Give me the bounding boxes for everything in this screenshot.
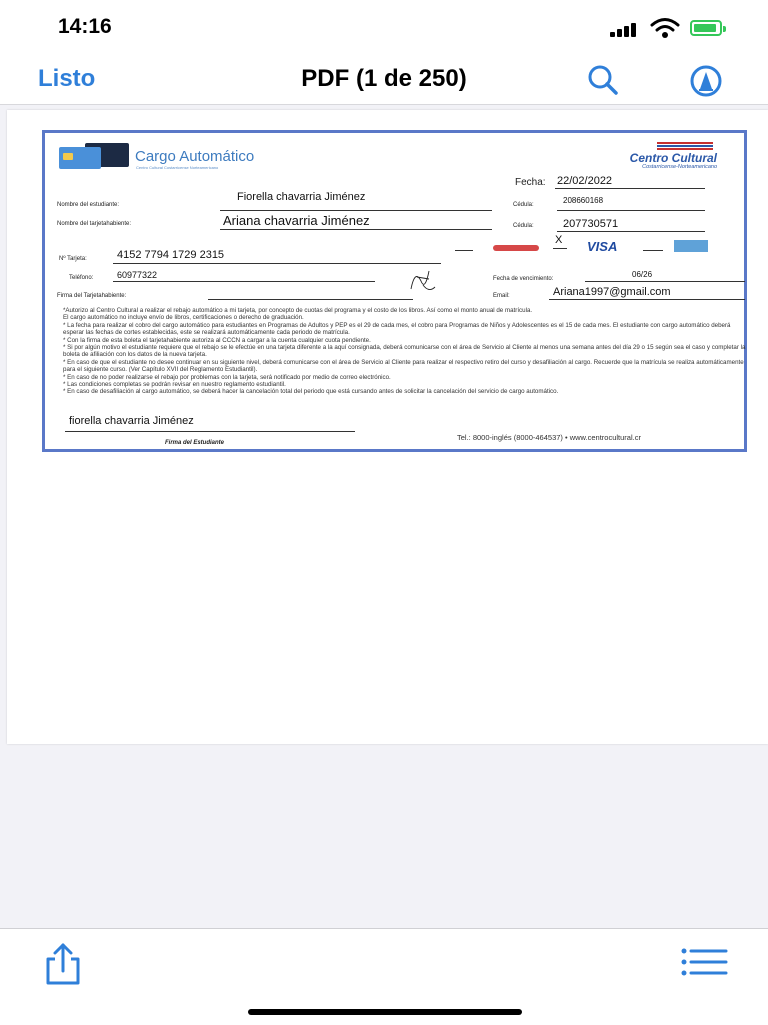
student-signature-name: fiorella chavarria Jiménez (69, 415, 194, 427)
cedula2-label: Cédula: (513, 223, 534, 229)
logo-title: Cargo Automático (135, 148, 255, 165)
brand-line-2 (553, 248, 567, 249)
holder-name-line (220, 229, 492, 230)
page-title: PDF (1 de 250) (301, 65, 467, 92)
pdf-page[interactable] (7, 110, 768, 744)
student-name-line (220, 210, 492, 211)
credit-cards-icon (55, 141, 137, 171)
cedula1-line (557, 210, 705, 211)
expiry-line (585, 281, 745, 282)
student-name-label: Nombre del estudiante: (57, 202, 120, 208)
done-button[interactable]: Listo (38, 65, 96, 92)
phone-value: 60977322 (117, 270, 158, 280)
holder-name-value: Ariana chavarria Jiménez (223, 213, 370, 228)
visa-logo: VISA (587, 239, 618, 254)
markup-pen-icon[interactable] (686, 64, 726, 98)
search-icon[interactable] (584, 64, 624, 96)
share-icon[interactable] (42, 941, 84, 987)
student-signature-line (65, 431, 355, 432)
card-number-value: 4152 7794 1729 2315 (117, 249, 225, 261)
terms-paragraph: * Si por algún motivo el estudiante requiere que el rebajo se le efectúe en una tarjeta diferente a la aquí consignada, deberá comunicarse con el área de Servicio al Cliente al menos una semana antes del día 29 o 15 según sea el caso y completar la boleta de afiliación con los datos de la nueva tarjeta. (63, 344, 746, 359)
amex-logo-icon (674, 240, 708, 252)
cedula1-value: 208660168 (563, 196, 604, 205)
terms-paragraph: *Autorizo al Centro Cultural a realizar el rebajo automático a mi tarjeta, por concepto de cuotas del programa y el costo de los libros. Así como el monto anual de matrícula. (63, 307, 533, 314)
payment-form (42, 130, 747, 452)
student-name-value: Fiorella chavarria Jiménez (237, 191, 366, 203)
list-icon[interactable] (680, 947, 728, 977)
holder-name-label: Nombre del tarjetahabiente: (57, 221, 132, 227)
terms-paragraph: * En caso de no poder realizarse el rebajo por problemas con la tarjeta, será notificado por medio de correo electrónico. (63, 373, 391, 381)
mastercard-logo-icon (493, 245, 539, 251)
nav-bar (0, 56, 768, 105)
holder-signature-line (208, 299, 413, 300)
battery-icon (690, 20, 722, 36)
form-footer: Tel.: 8000-inglés (8000-464537) • www.centrocultural.cr (457, 433, 641, 442)
cedula2-value: 207730571 (563, 218, 619, 230)
cedula1-label: Cédula: (513, 202, 534, 208)
org-title: Centro Cultural (629, 151, 717, 165)
wifi-icon (650, 17, 680, 39)
bottom-toolbar (0, 928, 768, 1025)
cellular-signal-icon (610, 21, 640, 37)
card-type-mark: X (555, 234, 563, 246)
terms-paragraph: * En caso de desafiliación al cargo automático, se deberá hacer la cancelación total del periodo que está cursando antes de solicitar la cancelación del servicio de cargo automático. (63, 388, 559, 396)
date-line (555, 188, 705, 189)
terms-text (63, 307, 753, 396)
phone-label: Teléfono: (69, 275, 94, 281)
email-line (549, 299, 745, 300)
terms-paragraph: * Las condiciones completas se podrán revisar en nuestro reglamento estudiantil. (63, 381, 286, 389)
terms-paragraph: * La fecha para realizar el cobro del cargo automático para estudiantes en Programas de Adultos y PEP es el 29 de cada mes, el cobro para Programas de Niños y Adolescentes es el 15 de cada mes. El estudiante con cargo automático deberá esperar las fechas de cortes establecidas, este se realizará automáticamente cada periodo de matrícula. (63, 321, 731, 337)
terms-paragraph: * En caso de que el estudiante no desee continuar en su siguiente nivel, deberá comunicarse con el área de Servicio al Cliente para realizar el respectivo retiro del curso y desafiliación al cargo. Recuerde que la matrícula se realiza automáticamente para el siguiente curso. (Ver Capítulo XVII del Reglamento Estudiantil). (63, 358, 744, 374)
phone-line (113, 281, 375, 282)
expiry-label: Fecha de vencimiento: (493, 276, 554, 282)
terms-paragraph: * Con la firma de esta boleta el tarjetahabiente autoriza al CCCN a cargar a la cuenta cualquier cuota pendiente. (63, 336, 371, 344)
org-subtitle: Costarricense-Norteamericano (642, 164, 717, 170)
logo-subtitle: Centro Cultural Costarricense Norteamericano (136, 165, 219, 170)
email-label: Email: (493, 293, 510, 299)
expiry-value: 06/26 (632, 270, 653, 279)
card-number-label: Nº Tarjeta: (59, 256, 87, 262)
brand-line-3 (643, 250, 663, 251)
holder-signature-mark (407, 263, 439, 295)
student-signature-label: Firma del Estudiante (165, 440, 225, 446)
status-bar (0, 0, 768, 56)
status-time: 14:16 (58, 15, 112, 38)
card-number-line (113, 263, 441, 264)
holder-signature-label: Firma del Tarjetahabiente: (57, 293, 127, 299)
email-value: Ariana1997@gmail.com (553, 286, 671, 298)
terms-paragraph: El cargo automático no incluye envío de libros, certificaciones o derecho de graduación. (63, 314, 304, 322)
brand-line-1 (455, 250, 473, 251)
date-label: Fecha: (515, 177, 546, 188)
date-value: 22/02/2022 (557, 175, 613, 187)
home-indicator[interactable] (248, 1009, 522, 1015)
cedula2-line (557, 231, 705, 232)
